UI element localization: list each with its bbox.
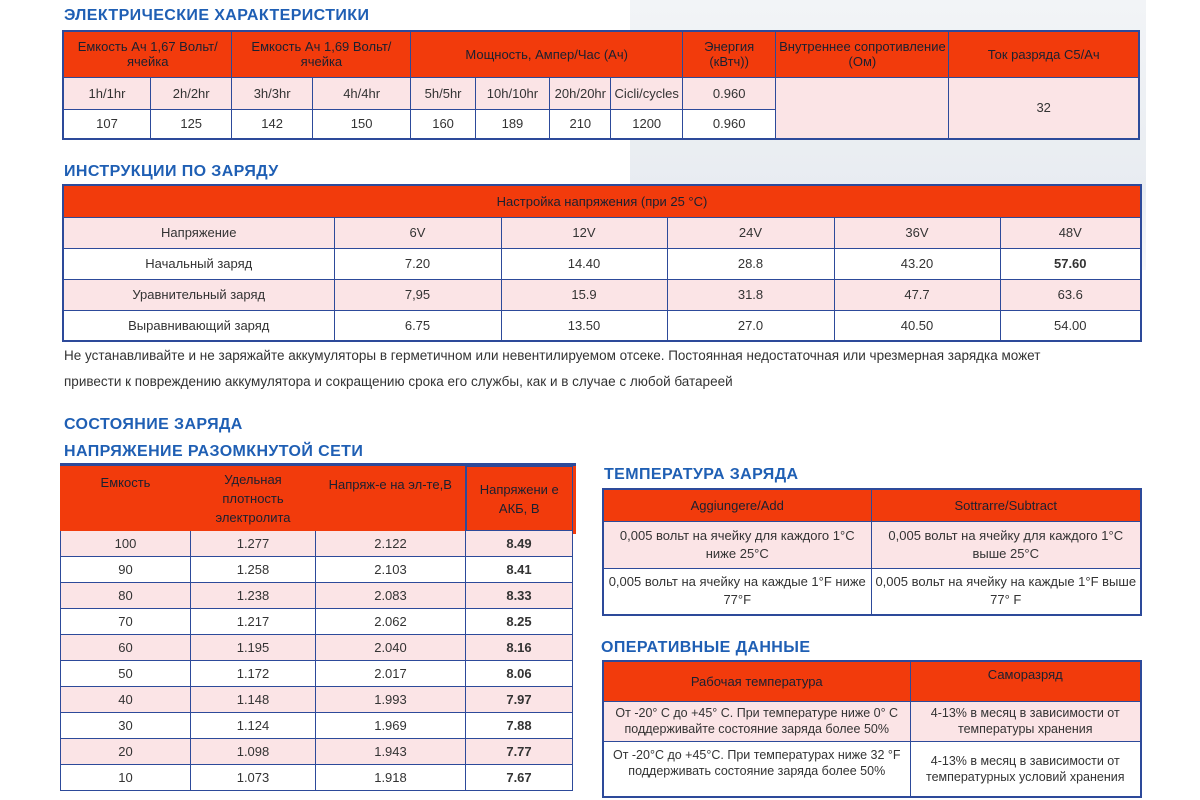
soc-cell: 8.33 — [466, 583, 573, 609]
value-2h: 125 — [150, 109, 231, 139]
cell-value: 43.20 — [834, 248, 1000, 279]
soc-cell: 50 — [61, 661, 191, 687]
soc-cell: 8.49 — [466, 531, 573, 557]
header-add: Aggiungere/Add — [603, 489, 871, 521]
soc-cell: 1.258 — [191, 557, 316, 583]
cell-value: 6.75 — [334, 310, 501, 341]
soc-cell: 70 — [61, 609, 191, 635]
voltage-24v: 24V — [667, 217, 834, 248]
sub-20h: 20h/20hr — [550, 77, 611, 109]
value-cycles: 1200 — [611, 109, 682, 139]
self-discharge-2: 4-13% в месяц в зависимости от температурных условий хранения — [910, 741, 1141, 797]
soc-cell: 8.25 — [466, 609, 573, 635]
soc-cell: 30 — [61, 713, 191, 739]
soc-cell: 60 — [61, 635, 191, 661]
sub-cycles: Cicli/cycles — [611, 77, 682, 109]
electrical-heading: ЭЛЕКТРИЧЕСКИЕ ХАРАКТЕРИСТИКИ — [64, 7, 370, 24]
soc-cell: 1.918 — [316, 765, 466, 791]
soc-cell: 10 — [61, 765, 191, 791]
operating-temp-fahrenheit: От -20°C до +45°C. При температурах ниже 32 °F поддерживать состояние заряда более 50% — [603, 741, 910, 797]
header-density: Удельная плотность электролита — [191, 467, 316, 531]
cell-value: 13.50 — [501, 310, 667, 341]
soc-cell: 100 — [61, 531, 191, 557]
resistance-value — [776, 77, 949, 139]
header-cell-voltage: Напряж-е на эл-те,В — [316, 467, 466, 531]
energy-value-1: 0.960 — [682, 77, 776, 109]
cell-value: 15.9 — [501, 279, 667, 310]
soc-cell: 1.969 — [316, 713, 466, 739]
value-20h: 210 — [550, 109, 611, 139]
soc-cell: 1.073 — [191, 765, 316, 791]
soc-cell: 2.017 — [316, 661, 466, 687]
sub-3h: 3h/3hr — [232, 77, 312, 109]
soc-cell: 7.97 — [466, 687, 573, 713]
charge-table — [62, 184, 1142, 342]
value-5h: 160 — [411, 109, 475, 139]
energy-value-2: 0.960 — [682, 109, 776, 139]
voltage-12v: 12V — [501, 217, 667, 248]
temp-subtract-fahrenheit: 0,005 вольт на ячейку на каждые 1°F выше 77° F — [871, 568, 1141, 615]
cell-value: 7.20 — [334, 248, 501, 279]
soc-cell: 1.943 — [316, 739, 466, 765]
soc-cell: 20 — [61, 739, 191, 765]
cell-value: 40.50 — [834, 310, 1000, 341]
cell-value: 57.60 — [1000, 248, 1141, 279]
voltage-48v: 48V — [1000, 217, 1141, 248]
sub-4h: 4h/4hr — [312, 77, 411, 109]
soc-cell: 1.217 — [191, 609, 316, 635]
cell-value: 31.8 — [667, 279, 834, 310]
cell-value: 7,95 — [334, 279, 501, 310]
header-capacity-167: Емкость Ач 1,67 Вольт/ячейка — [63, 31, 232, 77]
charge-heading: ИНСТРУКЦИИ ПО ЗАРЯДУ — [64, 163, 279, 180]
sub-10h: 10h/10hr — [475, 77, 549, 109]
header-operating-temperature: Рабочая температура — [603, 661, 910, 701]
soc-cell: 7.77 — [466, 739, 573, 765]
operating-heading: ОПЕРАТИВНЫЕ ДАННЫЕ — [601, 639, 811, 656]
soc-cell: 1.195 — [191, 635, 316, 661]
header-power: Мощность, Ампер/Час (Ач) — [411, 31, 683, 77]
soc-cell: 1.238 — [191, 583, 316, 609]
charge-header: Настройка напряжения (при 25 °C) — [63, 185, 1141, 217]
soc-cell: 2.083 — [316, 583, 466, 609]
header-subtract: Sottrarre/Subtract — [871, 489, 1141, 521]
voltage-label: Напряжение — [63, 217, 334, 248]
soc-cell: 7.88 — [466, 713, 573, 739]
soc-cell: 90 — [61, 557, 191, 583]
soc-cell: 1.277 — [191, 531, 316, 557]
temp-subtract-celsius: 0,005 вольт на ячейку для каждого 1°C выше 25°C — [871, 521, 1141, 568]
soc-cell: 1.172 — [191, 661, 316, 687]
row-label: Начальный заряд — [63, 248, 334, 279]
sub-5h: 5h/5hr — [411, 77, 475, 109]
soc-heading: СОСТОЯНИЕ ЗАРЯДА — [64, 416, 243, 433]
voltage-36v: 36V — [834, 217, 1000, 248]
temperature-table — [602, 488, 1142, 616]
header-energy: Энергия (кВтч)) — [682, 31, 776, 77]
charge-note-line2: привести к повреждению аккумулятора и сокращению срока его службы, как и в случае с любой батареей — [64, 374, 733, 389]
cell-value: 47.7 — [834, 279, 1000, 310]
header-resistance: Внутреннее сопротивление (Ом) — [776, 31, 949, 77]
soc-cell: 2.103 — [316, 557, 466, 583]
value-4h: 150 — [312, 109, 411, 139]
soc-cell: 1.148 — [191, 687, 316, 713]
value-1h: 107 — [63, 109, 150, 139]
soc-table — [60, 466, 573, 791]
ocv-heading: НАПРЯЖЕНИЕ РАЗОМКНУТОЙ СЕТИ — [64, 443, 364, 460]
value-3h: 142 — [232, 109, 312, 139]
cell-value: 27.0 — [667, 310, 834, 341]
header-discharge-current: Ток разряда С5/Ач — [949, 31, 1139, 77]
soc-cell: 1.098 — [191, 739, 316, 765]
sub-2h: 2h/2hr — [150, 77, 231, 109]
value-10h: 189 — [475, 109, 549, 139]
cell-value: 14.40 — [501, 248, 667, 279]
header-capacity: Емкость — [61, 467, 191, 531]
row-label: Уравнительный заряд — [63, 279, 334, 310]
soc-cell: 2.122 — [316, 531, 466, 557]
cell-value: 28.8 — [667, 248, 834, 279]
soc-cell: 2.062 — [316, 609, 466, 635]
soc-cell: 8.41 — [466, 557, 573, 583]
cell-value: 54.00 — [1000, 310, 1141, 341]
header-battery-voltage: Напряжени е АКБ, В — [466, 467, 573, 531]
temp-add-celsius: 0,005 вольт на ячейку для каждого 1°C ниже 25°C — [603, 521, 871, 568]
self-discharge-1: 4-13% в месяц в зависимости от температуры хранения — [910, 701, 1141, 741]
discharge-current-value: 32 — [949, 77, 1139, 139]
header-capacity-169: Емкость Ач 1,69 Вольт/ячейка — [232, 31, 411, 77]
charge-note-line1: Не устанавливайте и не заряжайте аккумуляторы в герметичном или невентилируемом отсеке. Постоянная недостаточная или чрезмерная зарядка может — [64, 348, 1041, 363]
row-label: Выравнивающий заряд — [63, 310, 334, 341]
soc-cell: 40 — [61, 687, 191, 713]
soc-cell: 8.06 — [466, 661, 573, 687]
soc-cell: 1.993 — [316, 687, 466, 713]
sub-1h: 1h/1hr — [63, 77, 150, 109]
voltage-6v: 6V — [334, 217, 501, 248]
cell-value: 63.6 — [1000, 279, 1141, 310]
soc-cell: 2.040 — [316, 635, 466, 661]
operating-temp-celsius: От -20° C до +45° C. При температуре ниже 0° C поддерживайте состояние заряда более 50% — [603, 701, 910, 741]
temp-add-fahrenheit: 0,005 вольт на ячейку на каждые 1°F ниже 77°F — [603, 568, 871, 615]
electrical-table — [62, 30, 1140, 140]
temperature-heading: ТЕМПЕРАТУРА ЗАРЯДА — [604, 466, 799, 483]
header-self-discharge: Саморазряд — [910, 661, 1141, 701]
operating-table — [602, 660, 1142, 798]
soc-cell: 1.124 — [191, 713, 316, 739]
soc-cell: 80 — [61, 583, 191, 609]
soc-cell: 8.16 — [466, 635, 573, 661]
soc-cell: 7.67 — [466, 765, 573, 791]
